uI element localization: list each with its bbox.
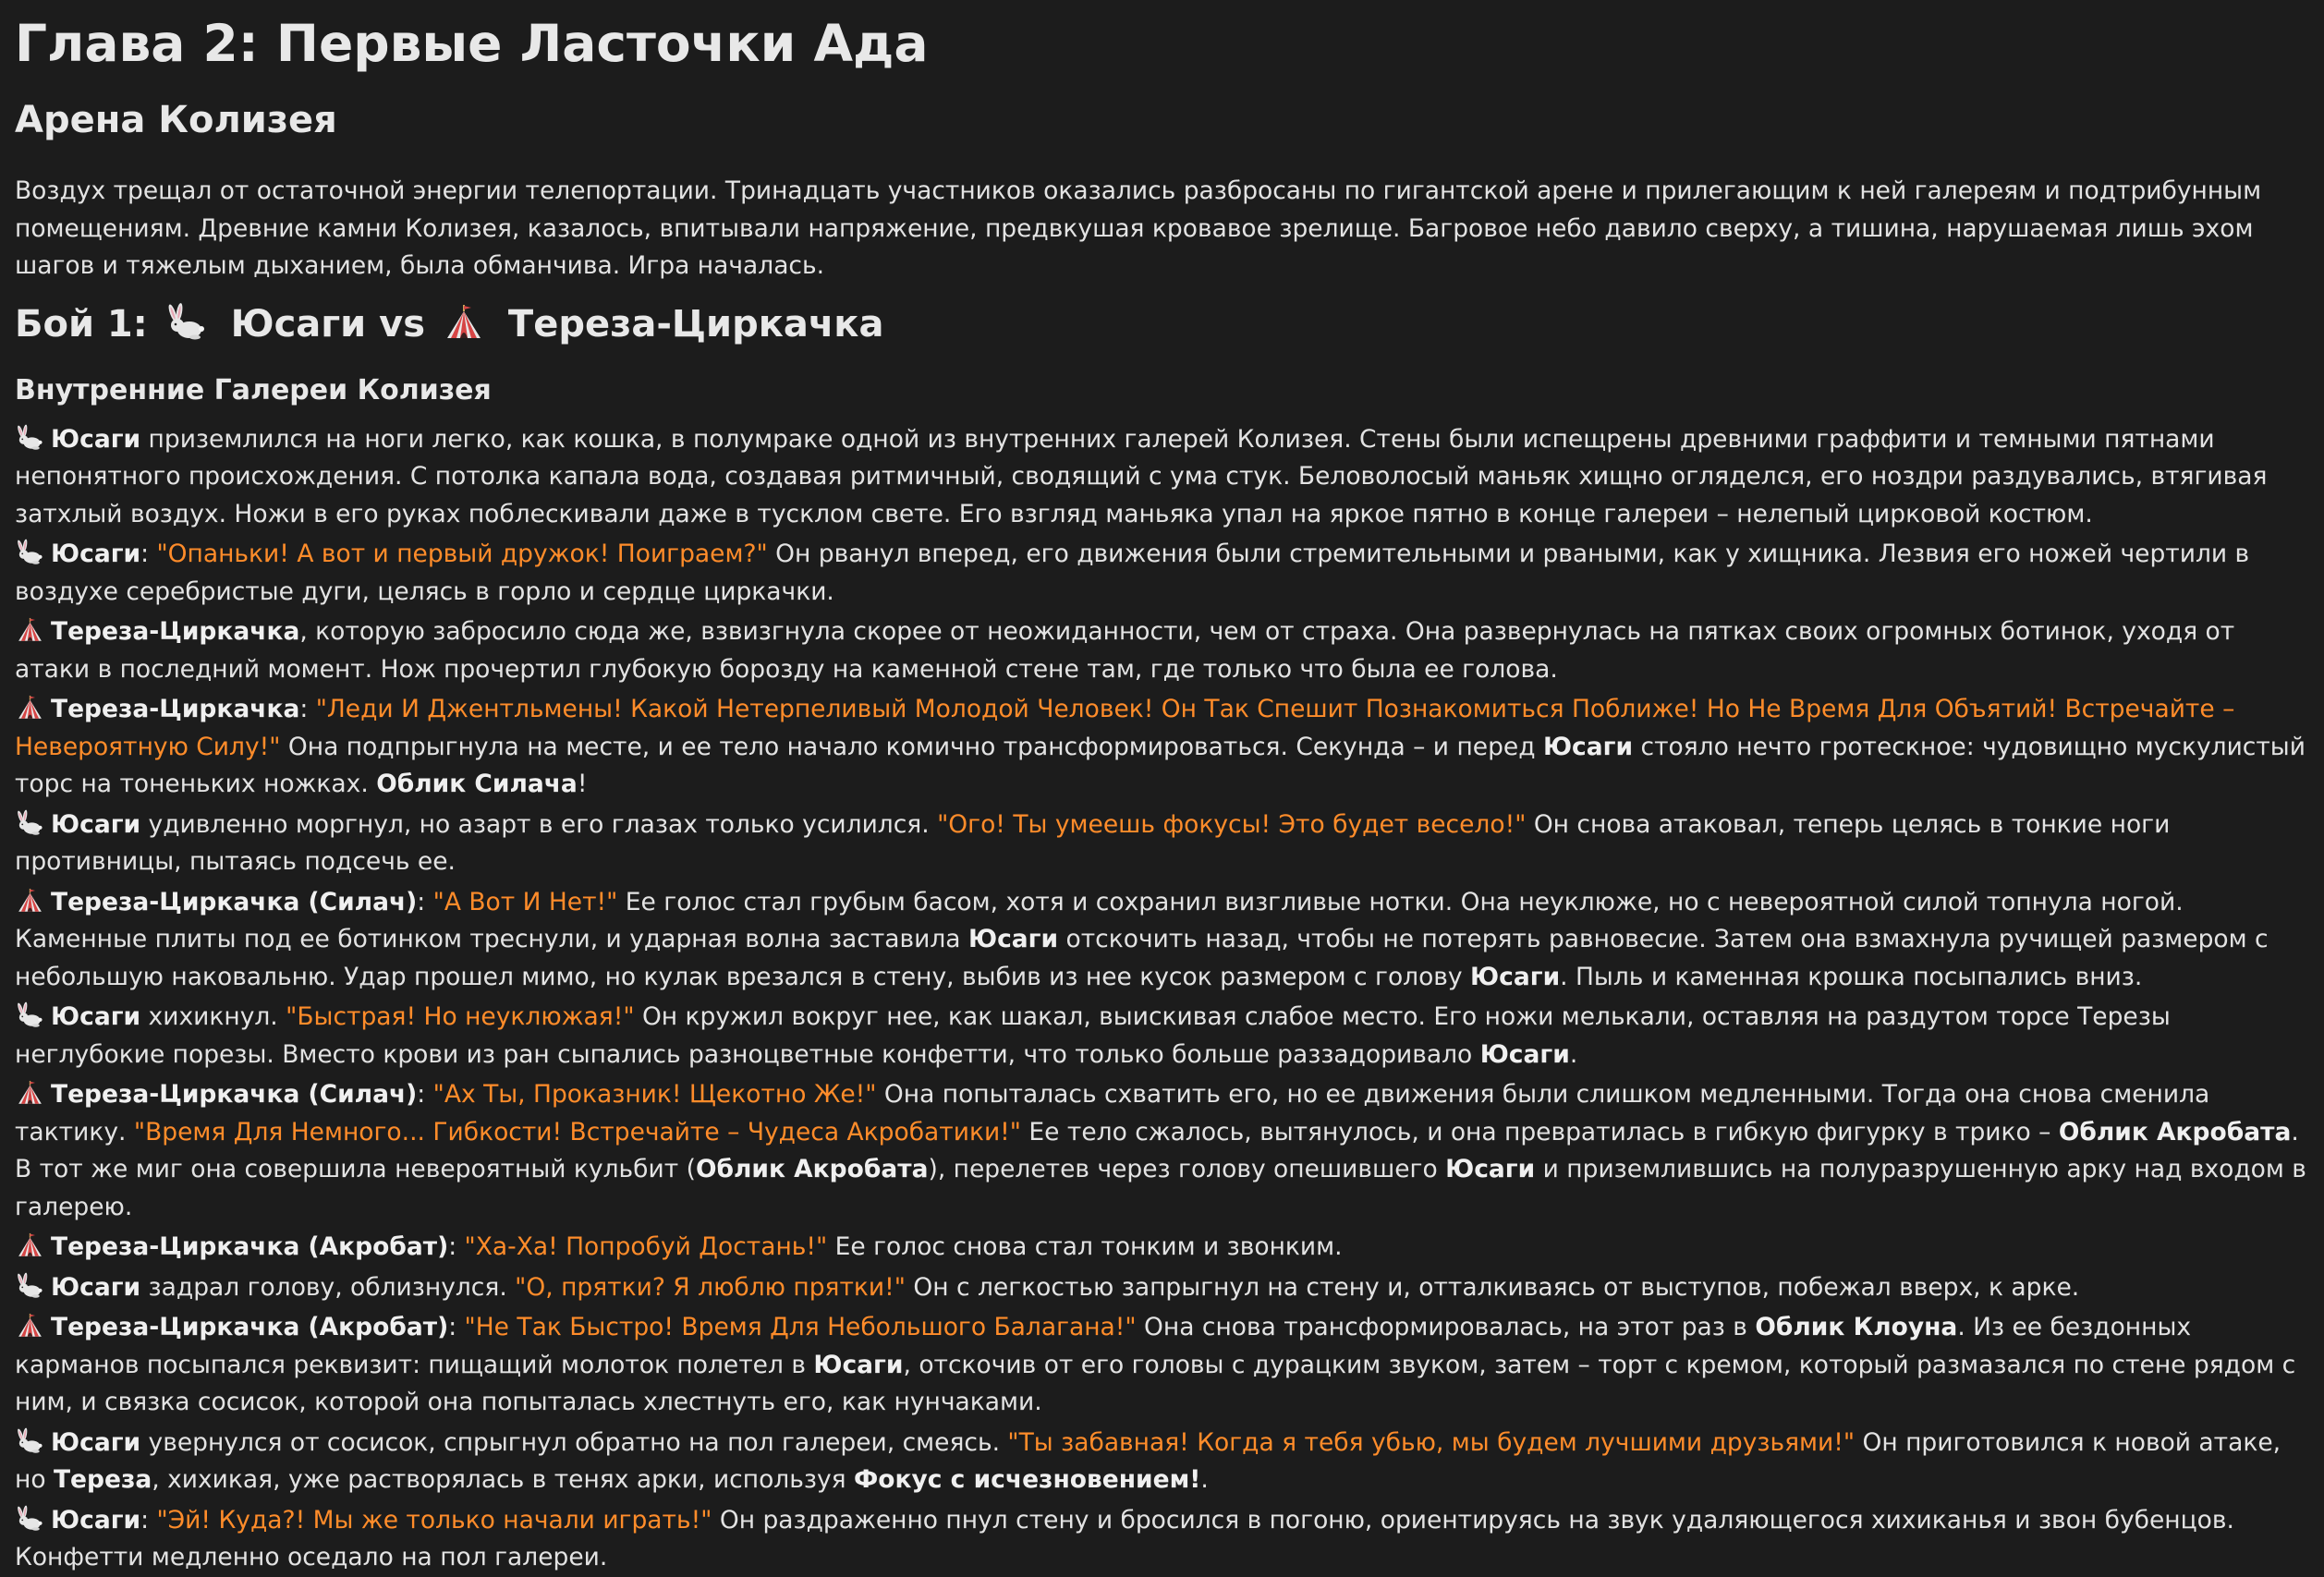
character-name: Тереза <box>53 1465 152 1494</box>
narration-text: Он рванул вперед, его движения были стремительными и рваными, как у хищника. Лезвия его ножей чертили в воздухе серебристые дуги, целясь в горло и сердце циркачки. <box>15 540 2250 606</box>
narration-text: : <box>417 887 433 916</box>
character-name: Юсаги <box>813 1350 904 1379</box>
narration-text: Она снова трансформировалась, на этот раз в <box>1136 1313 1756 1341</box>
rabbit-icon <box>15 1427 45 1455</box>
story-paragraph <box>15 421 2309 534</box>
dialogue-quote: "Ха-Ха! Попробуй Достань!" <box>464 1232 828 1261</box>
character-name: Тереза-Циркачка (Акробат) <box>51 1232 449 1261</box>
character-name: Тереза-Циркачка <box>51 695 300 723</box>
character-name: Юсаги <box>51 424 141 454</box>
intro-paragraph: Воздух трещал от остаточной энергии телепортации. Тринадцать участников оказались разбросаны по гигантской арене и прилегающим к ней галереям и подтрибунным помещениям. Древние камни Колизея, казалось, впитывали напряжение, предвкушая кровавое зрелище. Багровое небо давило сверху, а тишина, нарушаемая лишь эхом шагов и тяжелым дыханием, была обманчива. Игра началась. <box>15 176 2262 280</box>
story-paragraph <box>15 1151 2309 1226</box>
character-name: Облик Силача <box>376 770 578 798</box>
character-name: Юсаги <box>51 1272 141 1302</box>
narration-text: удивленно моргнул, но азарт в его глазах только усилился. <box>140 809 938 839</box>
narration-text: : <box>448 1232 465 1261</box>
narration-text: Ее голос стал грубым басом, хотя и сохранил визгливые нотки. Она неуклюже, но с невероятной силой топнула ногой. Каменные плиты под ее ботинком треснули, и ударная волна заставила <box>15 887 2184 953</box>
character-name: Юсаги <box>51 1505 141 1535</box>
narration-text: : <box>140 540 157 568</box>
narration-text: Ее голос снова стал тонким и звонким. <box>827 1232 1343 1261</box>
story-paragraph <box>15 884 2309 997</box>
narration-text: , отскочив от его головы с дурацким звуком, затем – торт с кремом, который размазался по стене рядом с ним, и связка сосисок, которой она попыталась хлестнуть его, как нунчаками. <box>15 1350 2296 1416</box>
circus-tent-icon <box>15 1079 45 1107</box>
narration-text: Он кружил вокруг нее, как шакал, выискивая слабое место. Его ножи мелькали, оставляя на раздутом торсе Терезы неглубокие порезы. Вместо крови из ран сыпались разноцветные конфетти, что только больше раззадоривало <box>15 1002 2171 1069</box>
story-paragraph <box>15 536 2309 611</box>
story-body <box>15 421 2309 1577</box>
character-name: Облик Акробата <box>695 1155 929 1183</box>
character-name: Юсаги <box>51 540 141 568</box>
character-name: Облик Клоуна <box>1755 1313 1958 1341</box>
narration-text: : <box>448 1313 465 1341</box>
narration-text: Ее тело сжалось, вытянулось, и она превратилась в гибкую фигурку в трико – <box>1021 1117 2059 1146</box>
rabbit-icon <box>15 424 45 452</box>
narration-text: хихикнул. <box>140 1002 286 1031</box>
story-paragraph <box>15 1425 2309 1499</box>
rabbit-icon <box>15 1272 45 1300</box>
location-title: Арена Колизея <box>15 99 337 141</box>
rabbit-icon <box>15 809 45 837</box>
rabbit-icon <box>15 1505 45 1533</box>
narration-text: ), перелетев через голову опешившего <box>928 1155 1446 1183</box>
narration-text: Он с легкостью запрыгнул на стену и, отталкиваясь от выступов, побежал вверх, к арке. <box>905 1272 2080 1302</box>
narration-text: . Из ее бездонных карманов посыпался реквизит: пищащий молоток полетел в <box>15 1313 2192 1379</box>
dialogue-quote: "Леди И Джентльмены! Какой Нетерпеливый Молодой Человек! Он Так Спешит Познакомиться Поближе! Но Не Время Для Объятий! Встречайте – Невероятную Силу!" <box>15 695 2235 761</box>
character-name: Юсаги <box>1542 732 1634 761</box>
document-page <box>0 11 2324 1577</box>
dialogue-quote: "Время Для Немного... Гибкости! Встречайте – Чудеса Акробатики!" <box>133 1117 1021 1146</box>
circus-tent-icon <box>15 694 45 722</box>
chapter-title: Глава 2: Первые Ласточки Ада <box>15 14 929 73</box>
character-name: Фокус с исчезновением! <box>854 1465 1201 1494</box>
character-name: Юсаги <box>1445 1155 1536 1183</box>
story-paragraph <box>15 807 2309 881</box>
dialogue-quote: "Ты забавная! Когда я тебя убью, мы будем лучшими друзьями!" <box>1007 1427 1856 1457</box>
narration-text: увернулся от сосисок, спрыгнул обратно на пол галереи, смеясь. <box>140 1427 1008 1457</box>
circus-tent-icon <box>15 1231 45 1259</box>
rabbit-icon <box>15 1001 45 1029</box>
rabbit-icon <box>15 539 45 566</box>
fight-prefix: Бой 1: <box>15 302 148 346</box>
narration-text: . <box>2291 1117 2299 1146</box>
narration-text: . <box>1569 1039 1578 1069</box>
character-name: Тереза-Циркачка <box>51 617 300 646</box>
character-name: Юсаги <box>51 809 141 839</box>
dialogue-quote: "О, прятки? Я люблю прятки!" <box>515 1272 906 1302</box>
narration-text: : <box>299 695 316 723</box>
narration-text: Он приготовился к новой атаке, но <box>15 1427 2281 1494</box>
narration-text: В тот же миг она совершила невероятный кульбит ( <box>15 1155 696 1183</box>
story-paragraph <box>15 691 2309 804</box>
narration-text: задрал голову, облизнулся. <box>140 1272 516 1302</box>
story-paragraph <box>15 613 2309 688</box>
narration-text: , которую забросило сюда же, взвизгнула скорее от неожиданности, чем от страха. Она развернулась на пятках своих огромных ботинок, уходя от атаки в последний момент. Нож прочертил глубокую борозду на каменной стене там, где только что была ее голова. <box>15 617 2235 684</box>
dialogue-quote: "Не Так Быстро! Время Для Небольшого Балагана!" <box>464 1313 1137 1341</box>
character-name: Облик Акробата <box>2058 1117 2292 1146</box>
narration-text: : <box>140 1505 157 1535</box>
dialogue-quote: "А Вот И Нет!" <box>432 887 618 916</box>
circus-tent-icon <box>15 887 45 915</box>
narration-text: ! <box>577 770 588 798</box>
narration-text: отскочить назад, чтобы не потерять равновесие. Затем она взмахнула ручищей размером с небольшую наковальню. Удар прошел мимо, но кулак врезался в стену, выбив из нее кусок размером с голову <box>15 925 2269 991</box>
fighter1-name: Юсаги <box>230 302 367 346</box>
narration-text: : <box>417 1080 433 1109</box>
narration-text: Она подпрыгнула на месте, и ее тело начало комично трансформироваться. Секунда – и перед <box>280 732 1543 761</box>
narration-text: , хихикая, уже растворялась в тенях арки, используя <box>152 1465 854 1494</box>
character-name: Тереза-Циркачка (Силач) <box>51 1080 418 1109</box>
narration-text: Она попыталась схватить его, но ее движения были слишком медленными. Тогда она снова сменила тактику. <box>15 1080 2210 1146</box>
story-paragraph <box>15 1309 2309 1422</box>
character-name: Юсаги <box>1479 1039 1570 1069</box>
circus-tent-icon <box>15 1312 45 1340</box>
dialogue-quote: "Ах Ты, Проказник! Щекотно Же!" <box>432 1080 877 1109</box>
narration-text: . Пыль и каменная крошка посыпались вниз. <box>1560 962 2143 991</box>
dialogue-quote: "Эй! Куда?! Мы же только начали играть!" <box>156 1505 712 1535</box>
narration-text: стояло нечто гротескное: чудовищно мускулистый торс на тоненьких ножках. <box>15 732 2306 798</box>
circus-tent-icon <box>15 616 45 644</box>
narration-text: Он снова атаковал, теперь целясь в тонкие ноги противницы, пытаясь подсечь ее. <box>15 809 2171 876</box>
story-paragraph <box>15 999 2309 1074</box>
narration-text: Он раздраженно пнул стену и бросился в погоню, ориентируясь на звук удаляющегося хихиканья и звон бубенцов. Конфетти медленно оседало на пол галереи. <box>15 1505 2234 1571</box>
character-name: Юсаги <box>51 1002 141 1031</box>
rabbit-icon <box>164 303 209 342</box>
character-name: Юсаги <box>1470 962 1561 991</box>
story-paragraph <box>15 1229 2309 1267</box>
story-paragraph <box>15 1269 2309 1307</box>
character-name: Тереза-Циркачка (Силач) <box>51 887 418 916</box>
fight-heading <box>15 300 2309 348</box>
dialogue-quote: "Ого! Ты умеешь фокусы! Это будет весело!" <box>937 809 1527 839</box>
circus-tent-icon <box>442 303 486 342</box>
narration-text: приземлился на ноги легко, как кошка, в полумраке одной из внутренних галерей Колизея. Стены были испещрены древними граффити и темными пятнами непонятного происхождения. С потолка капала вода, создавая ритмичный, сводящий с ума стук. Беловолосый маньяк хищно огляделся, его ноздри раздувались, втягивая затхлый воздух. Ножи в его руках поблескивали даже в тусклом свете. Его взгляд маньяка упал на яркое пятно в конце галереи – нелепый цирковой костюм. <box>15 424 2268 528</box>
sublocation-title: Внутренние Галереи Колизея <box>15 373 492 406</box>
dialogue-quote: "Опаньки! А вот и первый дружок! Поиграем?" <box>156 540 768 568</box>
character-name: Юсаги <box>51 1427 141 1457</box>
character-name: Тереза-Циркачка (Акробат) <box>51 1313 449 1341</box>
narration-text: и приземлившись на полуразрушенную арку над входом в галерею. <box>15 1155 2306 1221</box>
fighter2-name: Тереза-Циркачка <box>507 302 884 346</box>
story-paragraph <box>15 1502 2309 1577</box>
dialogue-quote: "Быстрая! Но неуклюжая!" <box>286 1002 635 1031</box>
story-paragraph <box>15 1076 2309 1151</box>
narration-text: . <box>1200 1465 1209 1494</box>
character-name: Юсаги <box>967 925 1059 953</box>
vs-label: vs <box>379 302 426 346</box>
